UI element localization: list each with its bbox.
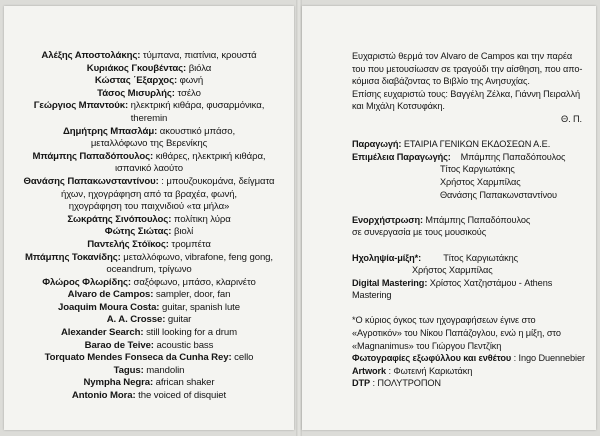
sound-name: Χρήστος Χαρμπίλας	[412, 265, 493, 276]
credit-line	[4, 289, 294, 302]
credit-line	[4, 264, 294, 277]
credit-role: σαξόφωνο, μπάσο, κλαρινέτο	[133, 276, 256, 288]
supervision-name: Χρήστος Χαρμπίλας	[440, 176, 521, 187]
supervision-name: Τίτος Καργιωτάκης	[440, 164, 515, 175]
mastering-value: Χρίστος Χατζηστάμου - Athens	[429, 277, 553, 288]
credit-role: μεταλλόφωνο της Βερενίκης	[90, 138, 208, 150]
credit-name: Μπάμπης Τοκανίδης:	[25, 251, 121, 263]
supervision-line	[352, 151, 588, 164]
thanks-line: Ευχαριστώ θερμά τον Alvaro de Campos και την παρέα	[352, 51, 573, 61]
thanks-line: Επίσης ευχαριστώ τους: Βαγγέλη Ζέλκα, Γιάννη Πειραλλή	[352, 88, 580, 99]
right-panel	[302, 6, 596, 430]
credit-role: ηλεκτρική κιθάρα, φυσαρμόνικα,	[130, 100, 265, 112]
spacer	[352, 126, 588, 139]
photo-value: : Ingo Duennebier	[513, 353, 585, 364]
signature: Θ. Π.	[561, 113, 582, 124]
credit-line	[4, 226, 294, 239]
production-label: Παραγωγή:	[352, 139, 402, 150]
credit-name: Nympha Negra:	[83, 377, 154, 389]
thanks-line: κόμισα διαβάζοντας το Βιβλίο της Ανησυχίας.	[352, 76, 530, 87]
spacer	[352, 239, 588, 252]
credit-name: Alvaro de Campos:	[67, 289, 154, 301]
credit-line	[4, 352, 294, 365]
credit-name: Αλέξης Αποστολάκης:	[41, 50, 141, 61]
dtp-value: : ΠΟΛΥΤΡΟΠΟΝ	[372, 378, 441, 389]
credit-role: theremin	[130, 112, 168, 124]
artwork-line	[352, 365, 588, 378]
credit-name: Tagus:	[113, 364, 144, 376]
credit-line	[4, 390, 294, 403]
credit-line	[4, 302, 294, 315]
orchestration-cont: σε συνεργασία με τους μουσικούς	[352, 227, 487, 238]
artwork-value: : Φωτεινή Καριωτάκη	[388, 365, 473, 376]
credit-name: Κώστας ΄Εξαρχος:	[94, 75, 178, 87]
credit-line	[4, 252, 294, 265]
credit-name: Τάσος Μισυρλής:	[97, 87, 175, 99]
production-value: ΕΤΑΙΡΙΑ ΓΕΝΙΚΩΝ ΕΚΔΟΣΕΩΝ Α.Ε.	[403, 139, 551, 150]
musician-credits	[4, 50, 294, 403]
orchestration-value: Μπάμπης Παπαδόπουλος	[425, 214, 531, 225]
photo-line	[352, 352, 588, 365]
note-line: «Magnanimus» του Γιώργου Πεντζίκη	[352, 340, 502, 351]
credit-role: guitar, spanish lute	[161, 301, 240, 313]
credit-line	[4, 214, 294, 227]
credit-role: guitar	[167, 314, 192, 326]
orchestration-line	[352, 214, 588, 227]
credit-role: : μπουζουκομάνα, δείγματα	[161, 175, 275, 187]
credit-role: ακουστικό μπάσο,	[159, 125, 236, 137]
credit-line	[4, 50, 294, 63]
credit-role: ηχογράφηση του παιχνιδιού «τα μήλα»	[68, 201, 230, 213]
mastering-cont: Mastering	[352, 290, 392, 301]
credit-name: Σωκράτης Σινόπουλος:	[67, 213, 172, 225]
credit-role: mandolin	[146, 364, 185, 376]
dtp-label: DTP	[352, 378, 371, 389]
credit-line	[4, 314, 294, 327]
credit-role: ισπανικό λαούτο	[115, 163, 183, 175]
credit-name: Antonio Mora:	[71, 390, 136, 402]
note-line: «Αγροτικόν» του Νίκου Παπάζογλου, ενώ η μίξη, στο	[352, 328, 561, 339]
credit-role: μεταλλόφωνο, vibrafone, feng gong,	[123, 251, 273, 263]
production-line	[352, 138, 588, 151]
credit-line	[4, 138, 294, 151]
sound-name: Τίτος Καργιωτάκης	[443, 252, 518, 263]
credit-role: still looking for a drum	[146, 327, 238, 339]
spacer	[352, 201, 588, 214]
credit-role: τρομπέτα	[171, 238, 211, 250]
credit-role: τύμπανα, πιατίνια, κρουστά	[142, 50, 257, 61]
credit-line	[4, 327, 294, 340]
credit-name: Torquato Mendes Fonseca da Cunha Rey:	[44, 352, 232, 364]
left-panel	[4, 6, 294, 430]
credit-line	[4, 176, 294, 189]
credit-line	[4, 201, 294, 214]
sound-label: Ηχοληψία-μίξη*:	[352, 252, 422, 263]
orchestration-label: Ενορχήστρωση:	[352, 214, 423, 225]
credit-role: oceandrum, τρίγωνο	[106, 264, 192, 276]
credit-name: Δημήτρης Μπασλάμ:	[62, 125, 158, 137]
photo-label: Φωτογραφίες εξωφύλλου και ενθέτου	[352, 353, 512, 364]
supervision-label: Επιμέλεια Παραγωγής:	[352, 151, 451, 162]
credit-line	[4, 377, 294, 390]
credit-name: Παντελής Στόϊκος:	[87, 238, 169, 250]
dtp-line	[352, 377, 588, 390]
credit-line	[4, 100, 294, 113]
credit-name: Alexander Search:	[60, 327, 144, 339]
credit-role: φωνή	[179, 75, 204, 87]
credit-name: Joaquim Moura Costa:	[57, 301, 160, 313]
credit-role: βιολί	[173, 226, 194, 238]
credit-role: sampler, door, fan	[155, 289, 231, 301]
credit-role: cello	[234, 352, 254, 364]
credit-line	[4, 340, 294, 353]
credit-role: the voiced of disquiet	[138, 390, 227, 402]
thanks-line: του που μετουσίωσαν σε τραγούδι την αίσθηση, που απο-	[352, 63, 583, 74]
supervision-name: Μπάμπης Παπαδόπουλος	[460, 151, 566, 162]
credit-name: A. A. Crosse:	[106, 314, 166, 326]
credit-name: Θανάσης Παπακωνσταντίνου:	[23, 175, 159, 187]
credit-line	[4, 63, 294, 76]
credit-name: Γεώργιος Μπαντούκ:	[33, 100, 129, 112]
credit-line	[4, 151, 294, 164]
credit-role: acoustic bass	[156, 339, 214, 351]
mastering-line	[352, 277, 588, 290]
credit-name: Φλώρος Φλωρίδης:	[42, 276, 131, 288]
credit-role: βιόλα	[188, 62, 212, 74]
credit-role: κιθάρες, ηλεκτρική κιθάρα,	[155, 150, 266, 162]
note-line: *Ο κύριος όγκος των ηχογραφήσεων έγινε στο	[352, 315, 536, 326]
credit-role: τσέλο	[177, 87, 201, 99]
credit-name: Κυριάκος Γκουβέντας:	[86, 62, 187, 74]
credit-role: πολίτικη λύρα	[173, 213, 231, 225]
credit-line	[4, 126, 294, 139]
credit-name: Barao de Teive:	[84, 339, 154, 351]
mastering-label: Digital Mastering:	[352, 277, 428, 288]
thanks-line: και Μιχάλη Κοτσυφάκη.	[352, 101, 445, 112]
artwork-label: Artwork	[352, 365, 387, 376]
credit-name: Φώτης Σιώτας:	[104, 226, 172, 238]
credit-line	[4, 163, 294, 176]
sound-line	[352, 252, 588, 265]
credit-line	[4, 239, 294, 252]
credit-role: african shaker	[155, 377, 215, 389]
credit-line	[4, 189, 294, 202]
credit-line	[4, 277, 294, 290]
credit-role: ήχων, ηχογράφηση από τα βραχέα, φωνή,	[60, 188, 237, 200]
credit-line	[4, 75, 294, 88]
credit-line	[4, 365, 294, 378]
supervision-name: Θανάσης Παπακωνσταντίνου	[440, 189, 557, 200]
spacer	[352, 302, 588, 315]
credit-line	[4, 88, 294, 101]
credit-name: Μπάμπης Παπαδόπουλος:	[32, 150, 154, 162]
production-credits	[352, 50, 588, 390]
credit-line	[4, 113, 294, 126]
